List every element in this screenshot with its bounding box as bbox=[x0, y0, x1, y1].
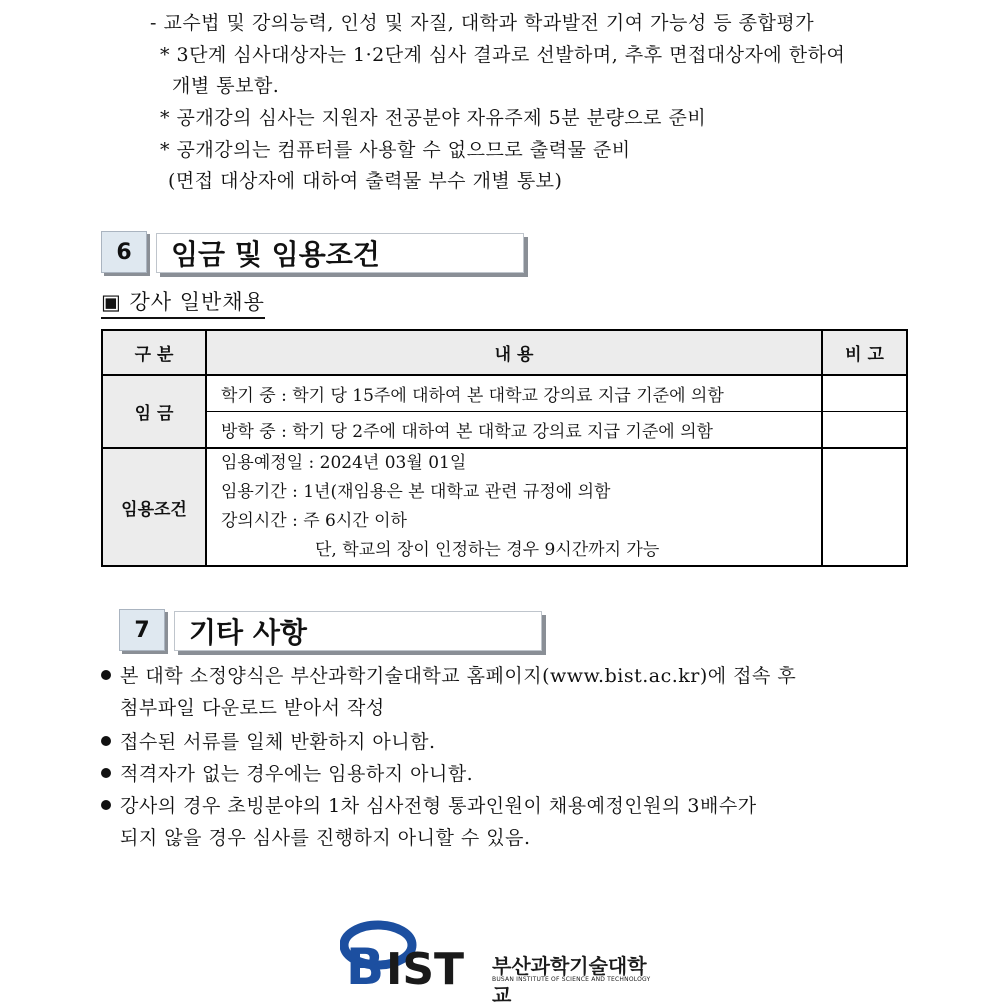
appointment-period: 임용기간 : 1년(재임용은 본 대학교 관련 규정에 의함 bbox=[221, 482, 611, 502]
note-open-lecture-printout: * 공개강의는 컴퓨터를 사용할 수 없으므로 출력물 준비 bbox=[160, 139, 631, 161]
bullet-icon bbox=[101, 670, 111, 680]
wage-vacation: 방학 중 : 학기 당 2주에 대하여 본 대학교 강의료 지급 기준에 의함 bbox=[206, 411, 822, 448]
wage-vacation-remark bbox=[822, 411, 907, 448]
section-7-title: 기타 사항 bbox=[174, 611, 542, 651]
table-header-row bbox=[102, 330, 907, 375]
list-item-no-qualified: 적격자가 없는 경우에는 임용하지 아니함. bbox=[120, 763, 474, 785]
bullet-icon bbox=[101, 768, 111, 778]
header-content: 내 용 bbox=[206, 330, 822, 375]
terms-remark bbox=[822, 448, 907, 566]
wage-terms-table bbox=[101, 329, 908, 567]
svg-text:B: B bbox=[346, 938, 385, 990]
header-remarks: 비 고 bbox=[822, 330, 907, 375]
logo-name-ko: 부산과학기술대학교 bbox=[492, 954, 647, 1007]
appointment-date: 임용예정일 : 2024년 03월 01일 bbox=[221, 453, 467, 473]
table-row bbox=[102, 375, 907, 411]
list-item-form-download: 본 대학 소정양식은 부산과학기술대학교 홈페이지(www.bist.ac.kr)에 접속 후 bbox=[120, 665, 797, 687]
subheading-lecturer-hiring: ▣ 강사 일반채용 bbox=[101, 286, 265, 319]
note-stage3-selection: * 3단계 심사대상자는 1·2단계 심사 결과로 선발하며, 추후 면접대상자에 한하여 bbox=[160, 44, 846, 66]
list-item-screening-cont: 되지 않을 경우 심사를 진행하지 아니할 수 있음. bbox=[120, 827, 531, 849]
table-row bbox=[102, 448, 907, 566]
wage-label: 임 금 bbox=[102, 375, 206, 448]
terms-label: 임용조건 bbox=[102, 448, 206, 566]
note-open-lecture-topic: * 공개강의 심사는 지원자 전공분야 자유주제 5분 분량으로 준비 bbox=[160, 107, 707, 129]
note-stage3-notify: 개별 통보함. bbox=[172, 75, 280, 97]
list-item-no-return: 접수된 서류를 일체 반환하지 아니함. bbox=[120, 731, 436, 753]
wage-semester: 학기 중 : 학기 당 15주에 대하여 본 대학교 강의료 지급 기준에 의함 bbox=[206, 375, 822, 411]
bist-logo bbox=[340, 918, 660, 1007]
evaluation-criteria-line: - 교수법 및 강의능력, 인성 및 자질, 대학과 학과발전 기여 가능성 등 종합평가 bbox=[150, 12, 815, 34]
bullet-icon bbox=[101, 736, 111, 746]
section-6-title: 임금 및 임용조건 bbox=[156, 233, 524, 273]
lecture-hours: 강의시간 : 주 6시간 이하 bbox=[221, 511, 407, 531]
note-printout-copies: (면접 대상자에 대하여 출력물 부수 개별 통보) bbox=[168, 170, 563, 192]
list-item-form-download-cont: 첨부파일 다운로드 받아서 작성 bbox=[120, 697, 385, 719]
section-7-number: 7 bbox=[119, 609, 165, 651]
table-row bbox=[102, 411, 907, 448]
terms-content bbox=[206, 448, 822, 566]
header-category: 구 분 bbox=[102, 330, 206, 375]
wage-semester-remark bbox=[822, 375, 907, 411]
logo-name-en: BUSAN INSTITUTE OF SCIENCE AND TECHNOLOGY bbox=[492, 976, 651, 983]
lecture-hours-exception: 단, 학교의 장이 인정하는 경우 9시간까지 가능 bbox=[315, 540, 660, 560]
bist-logo-mark-icon bbox=[340, 918, 490, 990]
list-item-screening: 강사의 경우 초빙분야의 1차 심사전형 통과인원이 채용예정인원의 3배수가 bbox=[120, 795, 757, 817]
svg-text:IST: IST bbox=[386, 944, 465, 990]
bullet-icon bbox=[101, 800, 111, 810]
section-6-number: 6 bbox=[101, 231, 147, 273]
